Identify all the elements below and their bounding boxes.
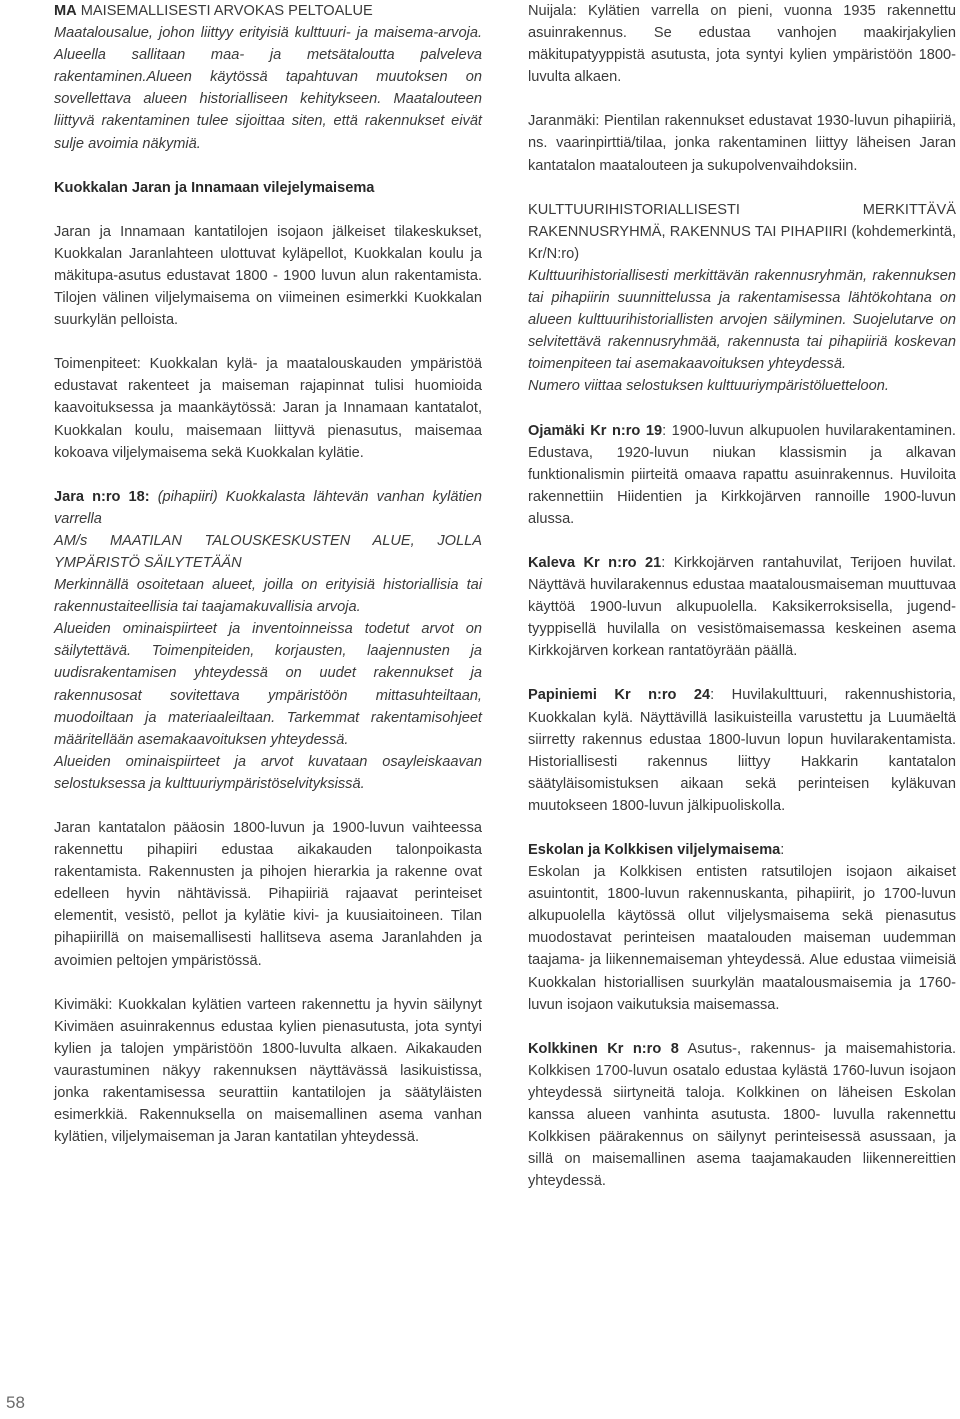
measures-paragraph: Toimenpiteet: Kuokkalan kylä- ja maatalouskauden ympäristöä edustavat rakenteet ja maiseman rajapinnat tulisi huomioida kaavoituksessa ja maankäytössä: Jaran ja Innamaan kantatalot, Kuokkalan koulu, maisemaan liittyvä pienasutus, maisemaa kokoava viljelymaisema sekä Kuokkalan kylätie. [54, 356, 482, 461]
jara-subtitle: (pihapiiri) Kuokkalasta lähtevän vanhan kylätien varrella [54, 488, 482, 527]
am-paragraph-3: Alueiden ominaispiirteet ja arvot kuvataan osayleiskaavan selostuksessa ja kulttuuriympäristöselvityksissä. [54, 753, 482, 792]
jara-regulation-block [54, 486, 482, 795]
papiniemi-body: : Huvilakulttuuri, rakennushistoria, Kuokkalan kylä. Näyttävillä lasikuisteilla varustettu ja Luumäeltä siirretty rakennus edustaa 1800-luvun lopun huvilarakentamista. Historiallisesti rakennus liittyy Hakkarin kantatalon säätyläisomistuksen aikaan sekä perinteisen kyläkuvan muutokseen 1800-luvun jälkipuoliskolla. [528, 687, 956, 814]
am-paragraph-2: Alueiden ominaispiirteet ja inventoinneissa todetut arvot on säilytettävä. Toimenpiteiden, korjausten, laajennusten ja uudisrakentamisen yhteydessä on uudet rakennukset ja rakennusosat sovitettava ympäristöön mittasuhteiltaan, muodoiltaan ja materiaaleiltaan. Tarkemmat rakentamisohjeet määritellään asemakaavoituksen yhteydessä. [54, 621, 482, 748]
ojamaki-paragraph [528, 420, 956, 530]
section-heading-text: Kuokkalan Jaran ja Innamaan vilejelymaisema [54, 179, 375, 196]
jara-body: Jaran kantatalon pääosin 1800-luvun ja 1900-luvun vaihteessa rakennettu pihapiiri edustaa aikakauden talonpoikasta rakentamista. Rakennusten ja pihojen hierarkia ja rakenne ovat edelleen hyvin nähtävissä. Pihapiiriä rajaavat perinteiset elementit, vesistö, pellot ja kylätie kivi- ja kuusiaitoineen. Tilan pihapiirillä on maisemallisesti hallitseva asema Jaranlahden ja avoimien peltojen ympäristössä. [54, 820, 482, 969]
ojamaki-label: Ojamäki Kr n:ro 19 [528, 422, 663, 439]
kr-note: Numero viittaa selostuksen kulttuuriympäristöluetteloon. [528, 378, 889, 395]
kr-regulation-block [528, 199, 956, 398]
kolkkinen-label: Kolkkinen Kr n:ro 8 [528, 1040, 679, 1057]
papiniemi-paragraph [528, 684, 956, 817]
section-heading [54, 177, 482, 199]
kivimaki-paragraph: Kivimäki: Kuokkalan kylätien varteen rakennettu ja hyvin säilynyt Kivimäen asuinrakennus edustaa kylien pienasutusta, jota syntyi kylien ja talojen ympäristöön 1800-luvulta alkaen. Aikakauden vaurastuminen näkyy rakennuksen näyttävässä lasikuistissa, jonka rakentamisessa seurattiin kantatilojen ja säätyläisten esimerkkiä. Rakennuksella on maisemallinen asema vanhan kylätien, viljelymaiseman ja Jaran kantatilan yhteydessä. [54, 996, 482, 1146]
left-column [54, 0, 482, 1148]
ma-label: MA [54, 3, 77, 19]
page-number: 58 [6, 1393, 25, 1412]
papiniemi-label: Papiniemi Kr n:ro 24 [528, 687, 711, 704]
kr-body: Kulttuurihistoriallisesti merkittävän rakennusryhmän, rakennuksen tai pihapiirin suunnittelussa ja rakentamisessa lähtökohtana on alueen kulttuurihistoriallisten arvojen säilyminen. Suojelutarve on selvitettävä rakennusryhmää, rakennusta tai pihapiiriä koskevan toimenpiteen tai asemakaavoituksen yhteydessä. [528, 267, 956, 373]
am-paragraph-1: Merkinnällä osoitetaan alueet, joilla on erityisiä historiallisia tai rakennustaiteellisia tai taajamakuvallisia arvoja. [54, 577, 482, 616]
kaleva-paragraph [528, 552, 956, 662]
ma-zone-block [54, 0, 482, 155]
am-line: AM/s MAATILAN TALOUSKESKUSTEN ALUE, JOLLA YMPÄRISTÖ SÄILYTETÄÄN [54, 532, 482, 571]
ma-body: Maatalousalue, johon liittyy erityisiä kulttuuri- ja maisema-arvoja. Alueella sallitaan maa- ja metsätaloutta palveleva rakentaminen.Alueen käytössä tapahtuvan muutoksen on sovellettava alueen historialliseen kehitykseen. Maatalouteen liittyvä rakentaminen tulee sijoittaa siten, että rakennukset eivät sulje avoimia näkymiä. [54, 25, 482, 152]
eskola-body: Eskolan ja Kolkkisen entisten ratsutilojen isojaon aikaiset asuintontit, 1800-luvun rakennuskanta, pihapiirit, jo 1700-luvun alkupuolella käytössä ollut viljelysmaisema sekä pienasutus muodostavat perinteisen maatalouden maiseman uudemman taajama- ja liikennemaiseman yhteydessä. Alue edustaa viimeisiä Kuokkalan historiallisen suurkylän maatalousmaisemia ja 1760-luvun isojaon vaikutuksia maisemassa. [528, 864, 956, 1013]
eskola-paragraph [528, 839, 956, 1016]
kaleva-body: : Kirkkojärven rantahuvilat, Terijoen huvilat. Näyttävä huvilarakennus edustaa maatalousmaiseman muuttuvaa käyttöä 1900-luvun alkupuolella. Kaksikerroksisella, jugend-tyyppisellä huvilalla on vesistömaisemassa keskeinen asema Kirkkojärven korkean rantatöyrään päällä. [528, 554, 957, 660]
nuijala-paragraph: Nuijala: Kylätien varrella on pieni, vuonna 1935 rakennettu asuinrakennus. Se edustaa vanhojen maakirjakylien mäkitupatyyppistä asutusta, jota syntyi kylien ympäristöön 1800-luvulta alkaen. [528, 3, 956, 86]
jara-label: Jara n:ro 18: [54, 488, 150, 505]
jaranmaki-paragraph: Jaranmäki: Pientilan rakennukset edustavat 1930-luvun pihapiiriä, ns. vaarinpirttiä/tilaa, jonka rakentaminen liittyy läheisen Jaran kantatalon maatalouteen ja sukupolvenvaihdoksiin. [528, 113, 956, 174]
eskola-label: Eskolan ja Kolkkisen viljelymaisema [528, 842, 781, 858]
ma-title: MAISEMALLISESTI ARVOKAS PELTOALUE [76, 3, 373, 19]
kaleva-label: Kaleva Kr n:ro 21 [528, 554, 662, 571]
kr-heading: KULTTUURIHISTORIALLISESTI MERKITTÄVÄ RAKENNUSRYHMÄ, RAKENNUS TAI PIHAPIIRI (kohdemerkintä, Kr/N:ro) [528, 201, 956, 262]
section-intro: Jaran ja Innamaan kantatilojen isojaon jälkeiset tilakeskukset, Kuokkalan Jaranlahteen ulottuvat kyläpellot, Kuokkalan koulu ja mäkitupa-asutus edustavat 1800 - 1900 luvun alun rakentamista. Tilojen välinen viljelymaisema on viimeinen esimerkki Kuokkalan suurkylän pelloista. [54, 223, 482, 329]
eskola-colon: : [780, 842, 785, 858]
kolkkinen-paragraph [528, 1038, 956, 1193]
ojamaki-body: : 1900-luvun alkupuolen huvilarakentaminen. Edustava, 1920-luvun niukan klassismin ja alkavan funktionalismin piirteitä omaava rapattu asuinrakennus. Huviloita rakennettiin Hiidentien ja Kirkkojärven rannoille 1900-luvun alussa. [528, 422, 956, 527]
right-column [528, 0, 956, 1192]
kolkkinen-body: Asutus-, rakennus- ja maisemahistoria. Kolkkisen 1700-luvun osatalo edustaa kylästä 1760-luvun isojaon yhteydessä siirtyneitä taloja. Kolkkinen on läheisen Eskolan kanssa alueen vanhinta asutusta. 1800- luvulla rakennettu Kolkkisen päärakennus on säilynyt perinteisessä asussaan, ja sillä on maisemallinen asema taajamakauden liikennereittien yhteydessä. [528, 1040, 957, 1190]
